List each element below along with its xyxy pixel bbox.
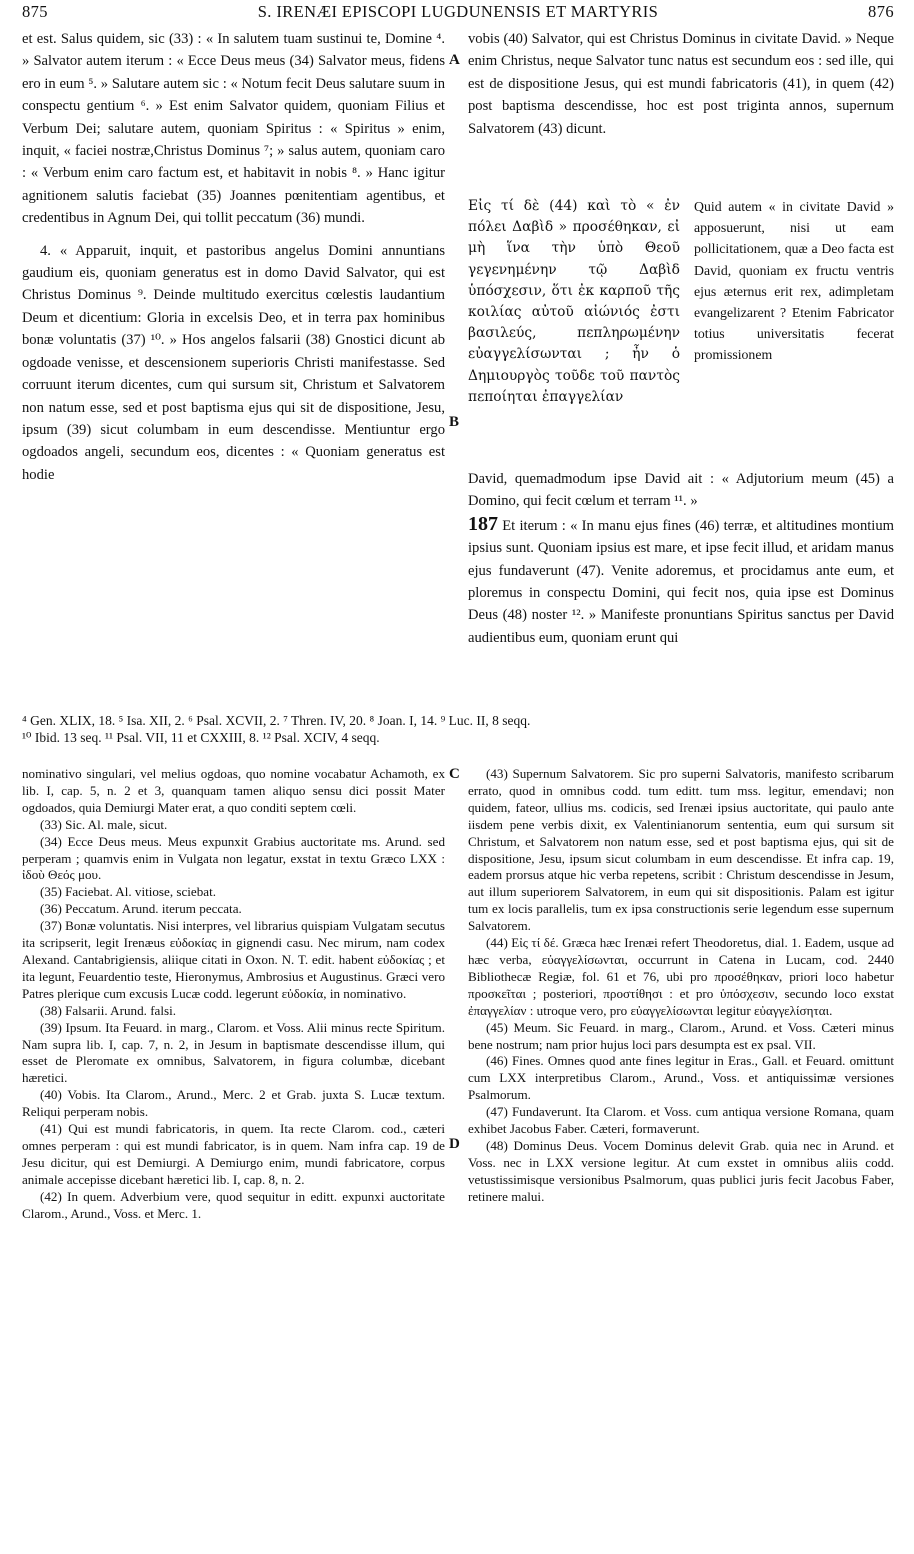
- footnote-line-1: ⁴ Gen. XLIX, 18. ⁵ Isa. XII, 2. ⁶ Psal. XCVII, 2. ⁷ Thren. IV, 20. ⁸ Joan. I, 14. ⁹ Luc. II, 8 seqq.: [22, 713, 531, 728]
- main-text-right-column-top: [468, 28, 894, 198]
- note-left-0: nominativo singulari, vel melius ogdoas, quo nomine vocabatur Achamoth, ex lib. I, cap. 5, n. 2 et 3, quanquam tamen aliquo sensu dici possit Mater ogdoados, quia Demiurgi Mater erat, a quo conditi septem cœli.: [22, 766, 445, 815]
- right-paragraph-1: vobis (40) Salvator, qui est Christus Dominus in civitate David. » Neque enim Christus, neque Salvator tunc natus est secundum eos : sed ille, qui est de dispositione Jesus, qui est mundi fabricatoris (41), in quem (42) post baptisma descendisse, hoc est post triginta annos, supernum Salvatorem (43) dicunt.: [468, 31, 894, 137]
- margin-letter-b: B: [449, 414, 460, 430]
- note-41: (41) Qui est mundi fabricatoris, in quem. Ita recte Clarom. cod., cæteri omnes perperam : qui est mundi fabricator, is in quem. Nam infra cap. 19 de Jesu dicitur, qui est Demiurgi. A Demiurgo enim, mundi fabricatore, corpus animale accepisse dicebant hæretici lib. I, cap. 8, n. 2.: [22, 1121, 445, 1187]
- notes-left-column: [22, 766, 445, 1546]
- main-text-left-column: [22, 28, 445, 708]
- note-39: (39) Ipsum. Ita Feuard. in marg., Clarom. et Voss. Alii minus recte Spiritum. Nam supra lib. I, cap. 7, n. 2, in Jesum in baptismate descendisse illum, qui esset de Pleromate ex omnibus, Salvatorem, in figura columbæ, dicebant hæretici.: [22, 1019, 445, 1086]
- footnote-line-2: ¹⁰ Ibid. 13 seq. ¹¹ Psal. VII, 11 et CXXIII, 8. ¹² Psal. XCIV, 4 seqq.: [22, 730, 380, 745]
- note-37: (37) Bonæ voluntatis. Nisi interpres, vel librarius quispiam Vulgatam secutus ita scripserit, legit Irenæus εὐδοκίας in gignendi casu. Nec mirum, nam codex Alexand. Cantabrigiensis, aliique citati in Oxon. N. T. edit. habent εὐδοκίας ; et ita legunt, Feuardentio teste, Hieronymus, Ambrosius et Augustinus. Græci vero Patres plerique cum excusis Lucæ codd. legerunt εὐδοκία, in nominativo.: [22, 918, 445, 1001]
- note-44: (44) Εἰς τί δέ. Græca hæc Irenæi refert Theodoretus, dial. 1. Eadem, usque ad hæc verba, εὐαγγελίσωνται, occurrunt in Catena in Lucam, cod. 2440 Bibliothecæ Regiæ, fol. 61 et 76, ubi pro προσέθηκαν, priori loco habetur προσκεῖται ; posteriori, προστίθησι : et pro ὑπόσχεσιν, secundo loco exstat ἐπαγγελίαν : utroque vero, pro εὐαγγελίσωνται legitur εὐαγγελίσηται.: [468, 935, 894, 1018]
- page-number-right: 876: [868, 2, 894, 21]
- note-40: (40) Vobis. Ita Clarom., Arund., Merc. 2 et Grab. juxta S. Lucæ textum. Reliqui perperam nobis.: [22, 1087, 445, 1120]
- page-marker-number: 187: [468, 512, 498, 535]
- note-48: (48) Dominus Deus. Vocem Dominus delevit Grab. quia nec in Arund. et Voss. nec in LXX versione legitur. At cum exstet in omnibus aliis codd. vetustissimisque versionibus Psalmorum, quas publici juris fecit Jacobus Faber, retinere malui.: [468, 1137, 894, 1204]
- note-42: (42) In quem. Adverbium vere, quod sequitur in editt. expunxi auctoritate Clarom., Arund., Voss. et Merc. 1.: [22, 1188, 445, 1221]
- page-number-left: 875: [22, 2, 48, 21]
- note-33: (33) Sic. Al. male, sicut.: [40, 816, 168, 832]
- right-paragraph-3: Et iterum : « In manu ejus fines (46) terræ, et altitudines montium ipsius sunt. Quoniam ipsius est mare, et ipse fecit illud, et aridam manus ejus fundaverunt (47). Venite adoremus, et procidamus ante eum, et ploremus in conspectu Domini, qui fecit nos, quia ipse est Dominus Deus (48) noster ¹². » Manifeste pronuntians Spiritus sanctus per David audientibus eum, quoniam erunt qui: [468, 517, 894, 646]
- margin-letter-d: D: [449, 1136, 460, 1152]
- running-header: [22, 2, 894, 28]
- scripture-footnotes: [22, 712, 894, 746]
- margin-letter-a: A: [449, 52, 460, 68]
- greek-parallel-text: Εἰς τί δὲ (44) καὶ τὸ « ἐν πόλει Δαβὶδ » προσέθηκαν, εἰ μὴ ἵνα τὴν ὑπὸ Θεοῦ γεγενημένην τῷ Δαβὶδ ὑπόσχεσιν, ὅτι ἐκ καρποῦ τῆς κοιλίας αὐτοῦ αἰώνιός ἐστι βασιλεύς, πεπληρωμένην εὐαγγελίσωνται ; ἦν ὁ Δημιουργὸς τοῦδε τοῦ παντὸς πεποίηται ἐπαγγελίαν: [468, 198, 680, 405]
- latin-parallel-text: Quid autem « in civitate David » apposuerunt, nisi ut eam pollicitationem, quæ a Deo facta est David, quoniam ex fructu ventris ejus æternus erit rex, adimpletam evangelizarent ? Etenim Fabricator totius universitatis fecerat promissionem: [694, 199, 894, 363]
- note-36: (36) Peccatum. Arund. iterum peccata.: [40, 901, 242, 917]
- note-43: (43) Supernum Salvatorem. Sic pro superni Salvatoris, manifesto scribarum errato, quod in omnibus codd. tum editt. tum mss. legitur, emendavi; non quidem, fateor, ullius ms. codicis, sed Irenæi ipsius auctoritate, qui paulo ante iisdem pene verbis dixit, ex Valentinianorum sententia, eum qui sursum sit Christum, et Salvatorem non natum esse, sed et post baptisma ejus, qui sit de dispositione, Jesu, ipsum sicut columbam in eum descendisse. Et infra cap. 19, eadem prorsus atque hic verba repetens, scribit : Christum descendisse in Jesum, aut illum superiorem Salvatorem, in eum qui sit dispositionis. Palam est igitur tum ex locis parallelis, tum ex ipsa constructionis serie legendum esse supernum Salvatorem.: [468, 766, 894, 934]
- note-35: (35) Faciebat. Al. vitiose, sciebat.: [40, 884, 216, 900]
- right-paragraph-2: David, quemadmodum ipse David ait : « Adjutorium meum (45) a Domino, qui fecit cœlum et terram ¹¹. »: [468, 471, 894, 510]
- left-paragraph-2: 4. « Apparuit, inquit, et pastoribus angelus Domini annuntians gaudium eis, quoniam generatus est in domo David Salvator, qui est Christus Dominus ⁹. Deinde multitudo exercitus cœlestis laudantium Deum et dicentium: Gloria in excelsis Deo, et in terra pax hominibus bonæ voluntatis (37) ¹⁰. » Hos angelos falsarii (38) Gnostici dicunt ab ogdoade venisse, et descensionem superioris Christi manifestasse. Sed corruunt iterum dicentes, cum qui sursum sit, Christum et Salvatorem non natum esse, sed et post baptisma ejus qui sit de dispositione, Jesu, ipsum (39) sicut columbam in eum descendisse. Mentiuntur ergo ogdoados angeli, secundum eos, dicentes : « Quoniam generatus est hodie: [22, 242, 445, 483]
- note-47: (47) Fundaverunt. Ita Clarom. et Voss. cum antiqua versione Romana, quam exhibet Jacobus Faber. Cæteri, formaverunt.: [468, 1104, 894, 1137]
- note-45: (45) Meum. Sic Feuard. in marg., Clarom., Arund. et Voss. Cæteri minus bene nostrum; nam prior hujus loci pars desumpta est ex psal. VII.: [468, 1019, 894, 1052]
- main-text-right-column-bottom: [468, 468, 894, 708]
- notes-right-column: [468, 766, 894, 1546]
- note-34: (34) Ecce Deus meus. Meus expunxit Grabius auctoritate ms. Arund. sed perperam ; quamvis enim in Vulgata non legatur, exstat in textu Græco LXX : ἰδοὺ Θεός μου.: [22, 833, 445, 883]
- left-paragraph-1: et est. Salus quidem, sic (33) : « In salutem tuam sustinui te, Domine ⁴. » Salvator autem iterum : « Ecce Deus meus (34) Salvator meus, fidens ero in eum ⁵. » Salutare autem sic : « Notum fecit Deus salutare suum in conspectu gentium ⁶. » Est enim Salvator quidem, quoniam Filius et Verbum Dei; salutare autem, quoniam Spiritus : « Spiritus » enim, inquit, « faciei nostræ,Christus Dominus ⁷; » salus autem, quoniam caro : « Verbum enim caro factum est, et habitavit in nobis ⁸. » Hanc igitur agnitionem salutis faciebat (35) Joannes pœnitentiam agentibus, et credentibus in Agnum Dei, qui tollit peccatum (36) mundi.: [22, 31, 445, 227]
- note-38: (38) Falsarii. Arund. falsi.: [40, 1002, 177, 1018]
- running-title: S. IRENÆI EPISCOPI LUGDUNENSIS ET MARTYRIS: [257, 2, 659, 21]
- note-46: (46) Fines. Omnes quod ante fines legitur in Eras., Gall. et Feuard. omittunt cum LXX interpretibus Clarom., Arund., Voss. et antiquissimæ versiones Psalmorum.: [468, 1053, 894, 1103]
- margin-letter-c: C: [449, 766, 460, 782]
